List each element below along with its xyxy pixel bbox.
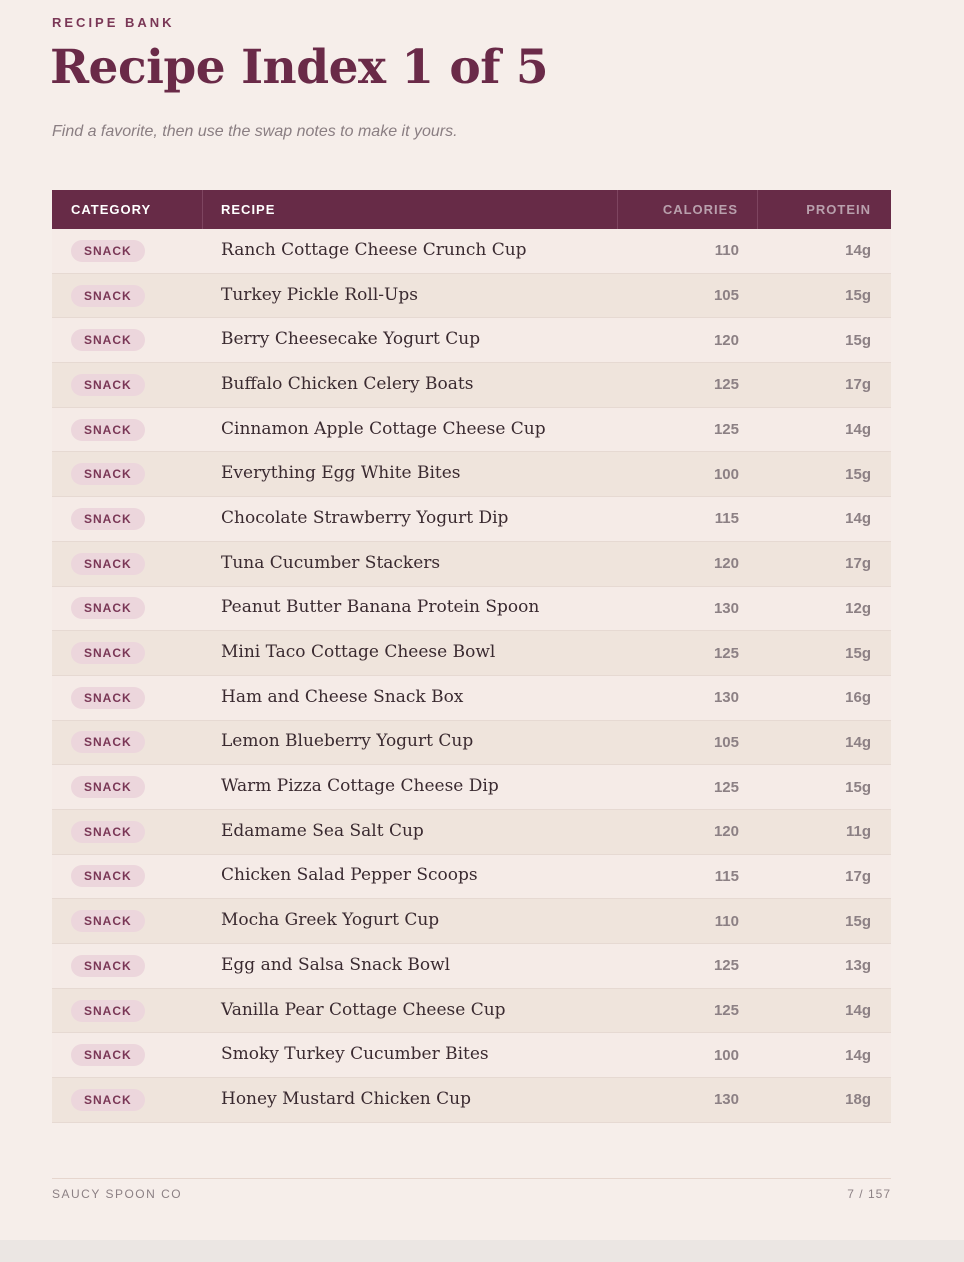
category-cell (52, 240, 203, 262)
category-cell (52, 1044, 203, 1066)
table-row[interactable] (52, 631, 891, 676)
category-cell (52, 419, 203, 441)
protein-value: 17g (845, 376, 871, 394)
table-row[interactable] (52, 855, 891, 900)
category-badge: SNACK (71, 240, 145, 262)
page-subtitle: Find a favorite, then use the swap notes to make it yours. (52, 123, 458, 140)
category-cell (52, 1000, 203, 1022)
calories-value: 125 (713, 1002, 739, 1020)
table-row[interactable] (52, 587, 891, 632)
category-badge: SNACK (71, 1000, 145, 1022)
footer-brand: SAUCY SPOON CO (52, 1187, 183, 1201)
protein-value: 16g (845, 689, 871, 707)
calories-value: 100 (713, 465, 739, 483)
recipe-name[interactable]: Peanut Butter Banana Protein Spoon (221, 597, 540, 618)
category-cell (52, 285, 203, 307)
page-bottom-edge (0, 1240, 964, 1262)
category-badge: SNACK (71, 1044, 145, 1066)
recipe-name[interactable]: Warm Pizza Cottage Cheese Dip (221, 776, 499, 797)
table-row[interactable] (52, 765, 891, 810)
protein-value: 12g (845, 599, 871, 617)
protein-value: 14g (845, 510, 871, 528)
recipe-name[interactable]: Edamame Sea Salt Cup (221, 820, 424, 841)
table-row[interactable] (52, 721, 891, 766)
table-body (52, 229, 891, 1123)
category-badge: SNACK (71, 597, 145, 619)
column-header-category[interactable]: CATEGORY (52, 190, 203, 229)
calories-value: 120 (713, 823, 739, 841)
recipe-name[interactable]: Mini Taco Cottage Cheese Bowl (221, 642, 496, 663)
protein-value: 11g (845, 823, 871, 841)
protein-value: 17g (845, 867, 871, 885)
table-row[interactable] (52, 810, 891, 855)
recipe-name[interactable]: Chicken Salad Pepper Scoops (221, 865, 478, 886)
calories-value: 130 (713, 599, 739, 617)
recipe-name[interactable]: Ranch Cottage Cheese Crunch Cup (221, 239, 527, 260)
calories-value: 110 (714, 242, 739, 260)
calories-value: 120 (713, 331, 739, 349)
category-badge: SNACK (71, 776, 145, 798)
recipe-name[interactable]: Egg and Salsa Snack Bowl (221, 954, 451, 975)
category-cell (52, 642, 203, 664)
calories-value: 105 (713, 287, 739, 305)
footer-divider (52, 1178, 891, 1179)
calories-value: 125 (713, 957, 739, 975)
recipe-name[interactable]: Honey Mustard Chicken Cup (221, 1088, 472, 1109)
category-cell (52, 508, 203, 530)
table-header (52, 190, 891, 229)
protein-value: 15g (845, 287, 871, 305)
category-cell (52, 463, 203, 485)
protein-value: 18g (845, 1091, 871, 1109)
table-row[interactable] (52, 1033, 891, 1078)
category-badge: SNACK (71, 285, 145, 307)
column-header-protein[interactable]: PROTEIN (806, 202, 871, 217)
category-cell (52, 597, 203, 619)
protein-value: 14g (845, 1046, 871, 1064)
protein-value: 15g (845, 912, 871, 930)
calories-value: 130 (713, 689, 739, 707)
table-row[interactable] (52, 274, 891, 319)
category-cell (52, 374, 203, 396)
category-cell (52, 687, 203, 709)
category-cell (52, 776, 203, 798)
table-row[interactable] (52, 1078, 891, 1123)
calories-value: 130 (713, 1091, 739, 1109)
recipe-name[interactable]: Ham and Cheese Snack Box (221, 686, 464, 707)
footer-page-number: 7 / 157 (847, 1187, 891, 1201)
calories-value: 115 (714, 867, 739, 885)
calories-value: 125 (713, 421, 739, 439)
calories-value: 105 (713, 733, 739, 751)
protein-value: 14g (845, 1002, 871, 1020)
recipe-name[interactable]: Berry Cheesecake Yogurt Cup (221, 329, 481, 350)
column-header-calories[interactable]: CALORIES (617, 190, 758, 229)
calories-value: 120 (713, 555, 739, 573)
protein-value: 13g (845, 957, 871, 975)
category-cell (52, 553, 203, 575)
protein-value: 15g (845, 778, 871, 796)
recipe-name[interactable]: Lemon Blueberry Yogurt Cup (221, 731, 474, 752)
category-badge: SNACK (71, 731, 145, 753)
calories-value: 100 (713, 1046, 739, 1064)
page-title: Recipe Index 1 of 5 (50, 40, 549, 95)
category-badge: SNACK (71, 821, 145, 843)
recipe-name[interactable]: Vanilla Pear Cottage Cheese Cup (221, 999, 506, 1020)
table-row[interactable] (52, 899, 891, 944)
table-row[interactable] (52, 542, 891, 587)
protein-value: 14g (845, 242, 871, 260)
category-badge: SNACK (71, 329, 145, 351)
table-row[interactable] (52, 229, 891, 274)
category-cell (52, 821, 203, 843)
protein-value: 14g (845, 421, 871, 439)
recipe-table (52, 190, 891, 1123)
category-badge: SNACK (71, 910, 145, 932)
recipe-name[interactable]: Mocha Greek Yogurt Cup (221, 910, 440, 931)
protein-value: 15g (845, 644, 871, 662)
category-cell (52, 865, 203, 887)
category-badge: SNACK (71, 463, 145, 485)
category-badge: SNACK (71, 553, 145, 575)
category-cell (52, 731, 203, 753)
calories-value: 125 (713, 376, 739, 394)
recipe-name[interactable]: Buffalo Chicken Celery Boats (221, 373, 474, 394)
column-header-recipe[interactable]: RECIPE (221, 202, 276, 217)
table-row[interactable] (52, 408, 891, 453)
category-cell (52, 910, 203, 932)
table-row[interactable] (52, 363, 891, 408)
recipe-name[interactable]: Chocolate Strawberry Yogurt Dip (221, 507, 509, 528)
section-eyebrow: RECIPE BANK (52, 15, 175, 30)
recipe-name[interactable]: Cinnamon Apple Cottage Cheese Cup (221, 418, 546, 439)
category-badge: SNACK (71, 642, 145, 664)
recipe-name[interactable]: Tuna Cucumber Stackers (221, 552, 441, 573)
category-badge: SNACK (71, 955, 145, 977)
category-cell (52, 1089, 203, 1111)
table-row[interactable] (52, 497, 891, 542)
category-cell (52, 955, 203, 977)
category-badge: SNACK (71, 374, 145, 396)
calories-value: 110 (714, 912, 739, 930)
calories-value: 115 (714, 510, 739, 528)
table-row[interactable] (52, 452, 891, 497)
protein-value: 15g (845, 331, 871, 349)
recipe-name[interactable]: Smoky Turkey Cucumber Bites (221, 1044, 489, 1065)
category-badge: SNACK (71, 419, 145, 441)
recipe-name[interactable]: Turkey Pickle Roll-Ups (221, 284, 418, 305)
calories-value: 125 (713, 644, 739, 662)
category-badge: SNACK (71, 687, 145, 709)
category-badge: SNACK (71, 508, 145, 530)
table-row[interactable] (52, 676, 891, 721)
calories-value: 125 (713, 778, 739, 796)
table-row[interactable] (52, 318, 891, 363)
protein-value: 14g (845, 733, 871, 751)
category-cell (52, 329, 203, 351)
table-row[interactable] (52, 989, 891, 1034)
category-badge: SNACK (71, 865, 145, 887)
recipe-name[interactable]: Everything Egg White Bites (221, 463, 461, 484)
table-row[interactable] (52, 944, 891, 989)
category-badge: SNACK (71, 1089, 145, 1111)
protein-value: 15g (845, 465, 871, 483)
protein-value: 17g (845, 555, 871, 573)
